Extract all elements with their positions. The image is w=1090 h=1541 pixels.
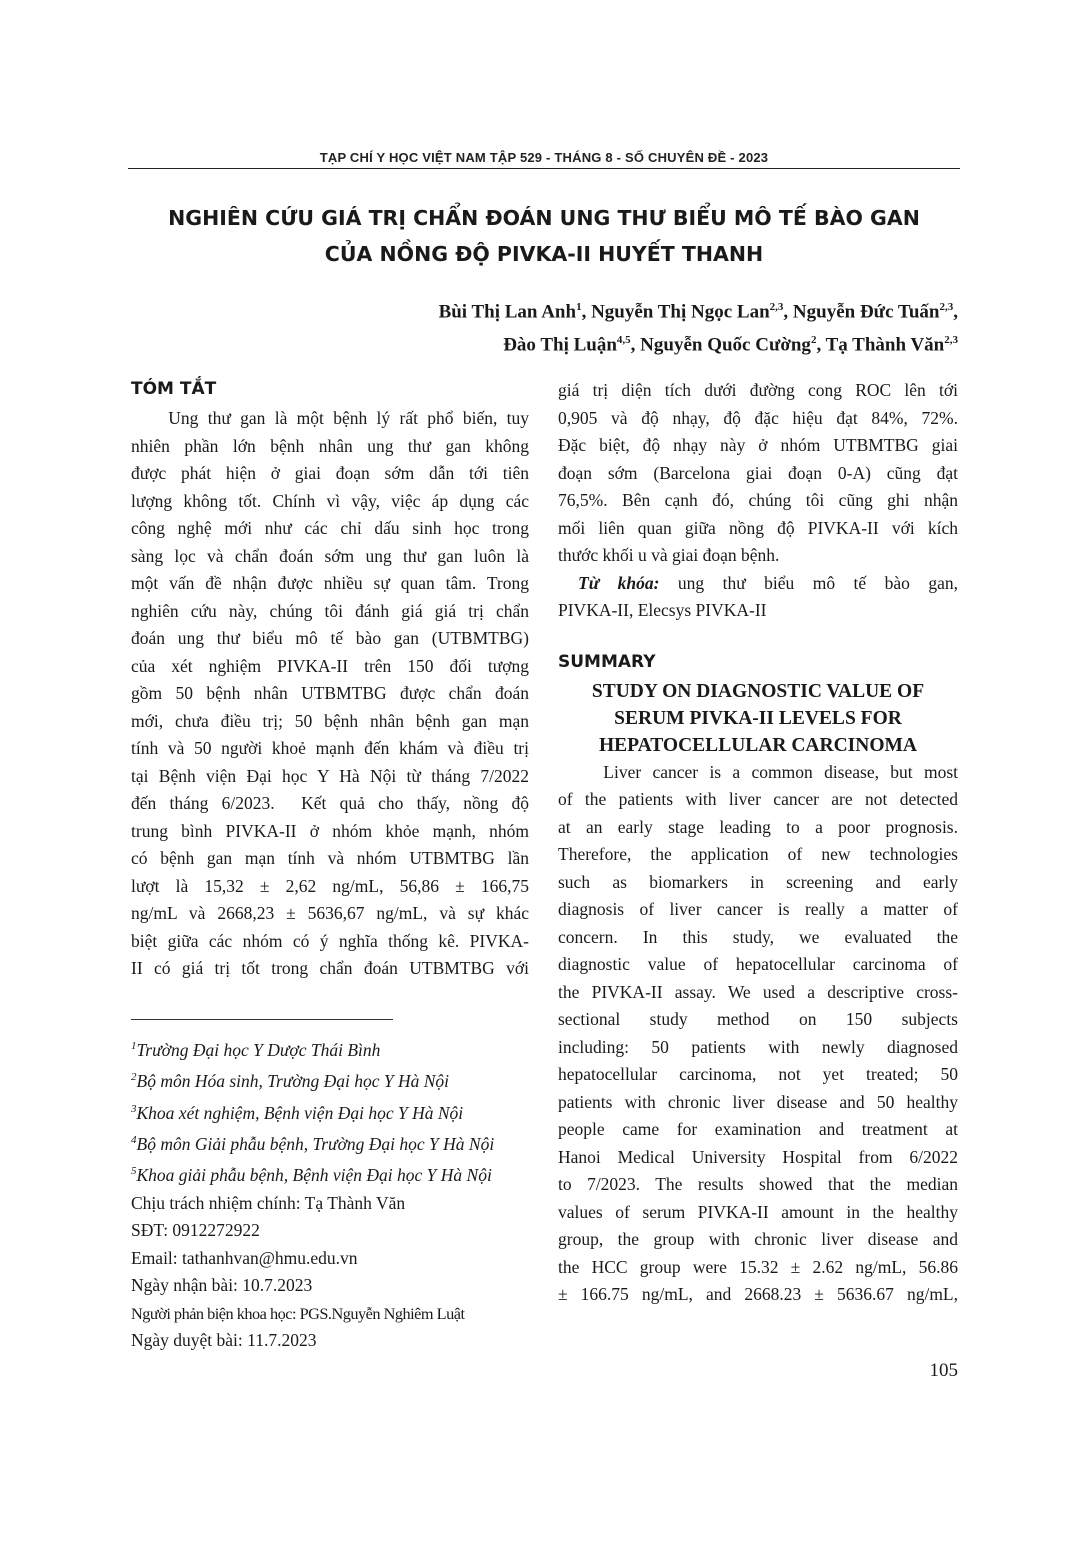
affiliation-text: Trường Đại học Y Dược Thái Bình	[136, 1039, 381, 1060]
text-line: một vấn đề nhận được nhiều sự quan tâm. Trong	[131, 573, 529, 593]
text-line: Đặc biệt, độ nhạy này ở nhóm UTBMTBG giai	[558, 435, 958, 455]
author-list	[439, 293, 958, 360]
text-line: đoạn sớm (Barcelona giai đoạn 0-A) cũng đạt	[558, 462, 958, 483]
text-line: sectional study method on 150 subjects	[558, 1009, 958, 1029]
summary-heading: SUMMARY	[558, 651, 656, 672]
summary-title-line: STUDY ON DIAGNOSTIC VALUE OF	[591, 680, 925, 702]
author-affil: 2,3	[944, 334, 958, 347]
corresponding-author: Chịu trách nhiệm chính: Tạ Thành Văn	[131, 1192, 406, 1213]
keywords-text: ung thư biểu mô tế bào gan,	[659, 572, 958, 593]
text-line: tính và 50 người khoẻ mạnh đến khám và điều trị	[131, 738, 529, 758]
author-sep: ,	[953, 301, 958, 323]
text-line: được phát hiện ở giai đoạn sớm dẫn tới tiên	[131, 463, 529, 483]
text-line: có bệnh gan mạn tính và nhóm UTBMTBG lần	[131, 848, 529, 868]
author-name: , Tạ Thành Văn	[816, 334, 945, 356]
text-line: mới, chưa điều trị; 50 bệnh nhân bệnh gan mạn	[131, 710, 529, 731]
affiliation-item	[131, 1096, 551, 1127]
affiliation-text: Khoa giải phẫu bệnh, Bệnh viện Đại học Y Hà Nội	[136, 1165, 492, 1186]
author-line-1	[439, 293, 958, 326]
abstract-vi-continued	[558, 377, 958, 570]
text-line: tại Bệnh viện Đại học Y Hà Nội từ tháng 7/2022	[131, 765, 529, 786]
summary-title-line: SERUM PIVKA-II LEVELS FOR	[614, 707, 902, 729]
email-address: Email: tathanhvan@hmu.edu.vn	[131, 1247, 358, 1268]
text-line: Hanoi Medical University Hospital from 6/2022	[558, 1146, 958, 1167]
text-line: đến tháng 6/2023. Kết quả cho thấy, nồng độ	[131, 793, 529, 813]
keywords-line-2: PIVKA-II, Elecsys PIVKA-II	[558, 600, 767, 620]
text-line: biệt giữa các nhóm có ý nghĩa thống kê. PIVKA-	[131, 930, 529, 951]
author-name: Bùi Thị Lan Anh	[438, 301, 577, 323]
text-line: the PIVKA-II assay. We used a descriptive cross-	[558, 981, 958, 1002]
page-number: 105	[929, 1360, 958, 1381]
text-line: including: 50 patients with newly diagnosed	[558, 1036, 958, 1057]
author-name: Đào Thị Luận	[503, 334, 617, 356]
affiliation-item	[131, 1158, 551, 1189]
affiliation-number: 2	[131, 1071, 137, 1084]
text-line: hepatocellular carcinoma, not yet treated; 50	[558, 1064, 958, 1084]
summary-body	[558, 759, 958, 1309]
author-affil: 2,3	[939, 301, 954, 313]
text-line: nghiên cứu này, chúng tôi đánh giá giá trị chẩn	[131, 600, 529, 621]
text-line: 76,5%. Bên cạnh đó, chúng tôi cũng ghi nhận	[558, 490, 958, 510]
text-line: diagnosis of liver cancer is really a matter of	[558, 899, 958, 919]
text-line: values of serum PIVKA-II amount in the healthy	[558, 1201, 958, 1222]
footnotes	[131, 1033, 551, 1355]
text-line: công nghệ mới như các chỉ dấu sinh học trong	[131, 518, 529, 538]
text-line: Therefore, the application of new technologies	[558, 844, 958, 864]
text-line: mối liên quan giữa nồng độ PIVKA-II với kích	[558, 517, 958, 538]
text-line: to 7/2023. The results showed that the median	[558, 1174, 958, 1194]
text-line: nhiên phần lớn bệnh nhân ung thư gan không	[131, 435, 529, 456]
text-line: such as biomarkers in screening and early	[558, 871, 958, 892]
left-column	[131, 377, 529, 983]
text-line: of the patients with liver cancer are not detected	[558, 789, 958, 809]
affiliation-number: 4	[131, 1133, 137, 1146]
affiliation-item	[131, 1064, 551, 1095]
author-affil: 4,5	[616, 334, 631, 347]
approved-date: Ngày duyệt bài: 11.7.2023	[131, 1330, 317, 1351]
affiliation-text: Bộ môn Giải phẫu bệnh, Trường Đại học Y Hà Nội	[136, 1133, 495, 1154]
received-date: Ngày nhận bài: 10.7.2023	[131, 1275, 313, 1296]
reviewer: Người phản biện khoa học: PGS.Nguyễn Nghiêm Luật	[131, 1303, 465, 1323]
text-line: gồm 50 bệnh nhân UTBMTBG được chẩn đoán	[131, 683, 529, 703]
text-line: diagnostic value of hepatocellular carcinoma of	[558, 954, 958, 974]
text-line: Ung thư gan là một bệnh lý rất phổ biến, tuy	[131, 408, 530, 428]
keywords-label: Từ khóa:	[578, 572, 660, 593]
summary-title	[558, 678, 958, 759]
affiliation-number: 5	[131, 1165, 137, 1178]
keywords-line	[558, 570, 958, 598]
header-rule	[128, 168, 960, 169]
text-line: sàng lọc và chẩn đoán sớm ung thư gan luôn là	[131, 545, 529, 566]
author-name: , Nguyễn Quốc Cường	[630, 334, 811, 356]
affiliation-text: Khoa xét nghiệm, Bệnh viện Đại học Y Hà Nội	[136, 1102, 464, 1123]
footnote-rule	[131, 1019, 393, 1020]
text-line: group, the group with chronic liver disease and	[558, 1229, 958, 1249]
text-line: trung bình PIVKA-II ở nhóm khỏe mạnh, nhóm	[131, 820, 529, 841]
right-column	[558, 377, 958, 1309]
text-line: at an early stage leading to a poor prognosis.	[558, 816, 958, 837]
text-line: lượng không tốt. Chính vì vậy, việc áp dụng các	[131, 490, 529, 511]
article-title	[128, 200, 960, 272]
author-name: , Nguyễn Đức Tuấn	[783, 301, 940, 323]
text-line: concern. In this study, we evaluated the	[558, 926, 958, 947]
affiliation-number: 1	[131, 1040, 137, 1052]
text-line: the HCC group were 15.32 ± 2.62 ng/mL, 56.86	[558, 1256, 958, 1277]
affiliation-text: Bộ môn Hóa sinh, Trường Đại học Y Hà Nội	[136, 1071, 450, 1092]
affiliation-list	[131, 1033, 551, 1190]
text-line: people came for examination and treatment at	[558, 1119, 958, 1139]
abstract-vi-body	[131, 405, 529, 983]
text-line: lượt là 15,32 ± 2,62 ng/mL, 56,86 ± 166,75	[131, 875, 529, 896]
affiliation-item	[131, 1033, 551, 1064]
journal-header: TẠP CHÍ Y HỌC VIỆT NAM TẬP 529 - THÁNG 8 - SỐ CHUYÊN ĐỀ - 2023	[319, 150, 769, 165]
text-line: giá trị diện tích dưới đường cong ROC lên tới	[558, 380, 958, 400]
text-line: đoán ung thư biểu mô tế bào gan (UTBMTBG)	[131, 628, 529, 648]
text-line: Liver cancer is a common disease, but most	[558, 761, 959, 782]
abstract-heading: TÓM TẮT	[131, 379, 217, 399]
text-line: II có giá trị tốt trong chẩn đoán UTBMTBG với	[131, 958, 529, 978]
author-affil: 2	[810, 334, 817, 347]
text-line: 0,905 và độ nhạy, độ đặc hiệu đạt 84%, 72%.	[558, 407, 958, 428]
affiliation-item	[131, 1127, 551, 1158]
author-affil: 2,3	[769, 301, 784, 313]
summary-title-line: HEPATOCELLULAR CARCINOMA	[599, 734, 917, 756]
phone-number: SĐT: 0912272922	[131, 1220, 260, 1241]
text-line: ng/mL và 2668,23 ± 5636,67 ng/mL, và sự khác	[131, 903, 529, 923]
affiliation-number: 3	[131, 1102, 137, 1115]
text-line: ± 166.75 ng/mL, and 2668.23 ± 5636.67 ng/mL,	[558, 1284, 958, 1304]
text-line: thước khối u và giai đoạn bệnh.	[558, 545, 780, 565]
author-name: , Nguyễn Thị Ngọc Lan	[581, 301, 770, 323]
title-line-2: CỦA NỒNG ĐỘ PIVKA-II HUYẾT THANH	[324, 242, 764, 266]
text-line: của xét nghiệm PIVKA-II trên 150 đối tượng	[131, 655, 529, 676]
author-affil: 1	[576, 301, 582, 313]
text-line: patients with chronic liver disease and 50 healthy	[558, 1091, 958, 1112]
author-line-2	[439, 326, 958, 359]
title-line-1: NGHIÊN CỨU GIÁ TRỊ CHẨN ĐOÁN UNG THƯ BIỂU MÔ TẾ BÀO GAN	[168, 206, 920, 230]
